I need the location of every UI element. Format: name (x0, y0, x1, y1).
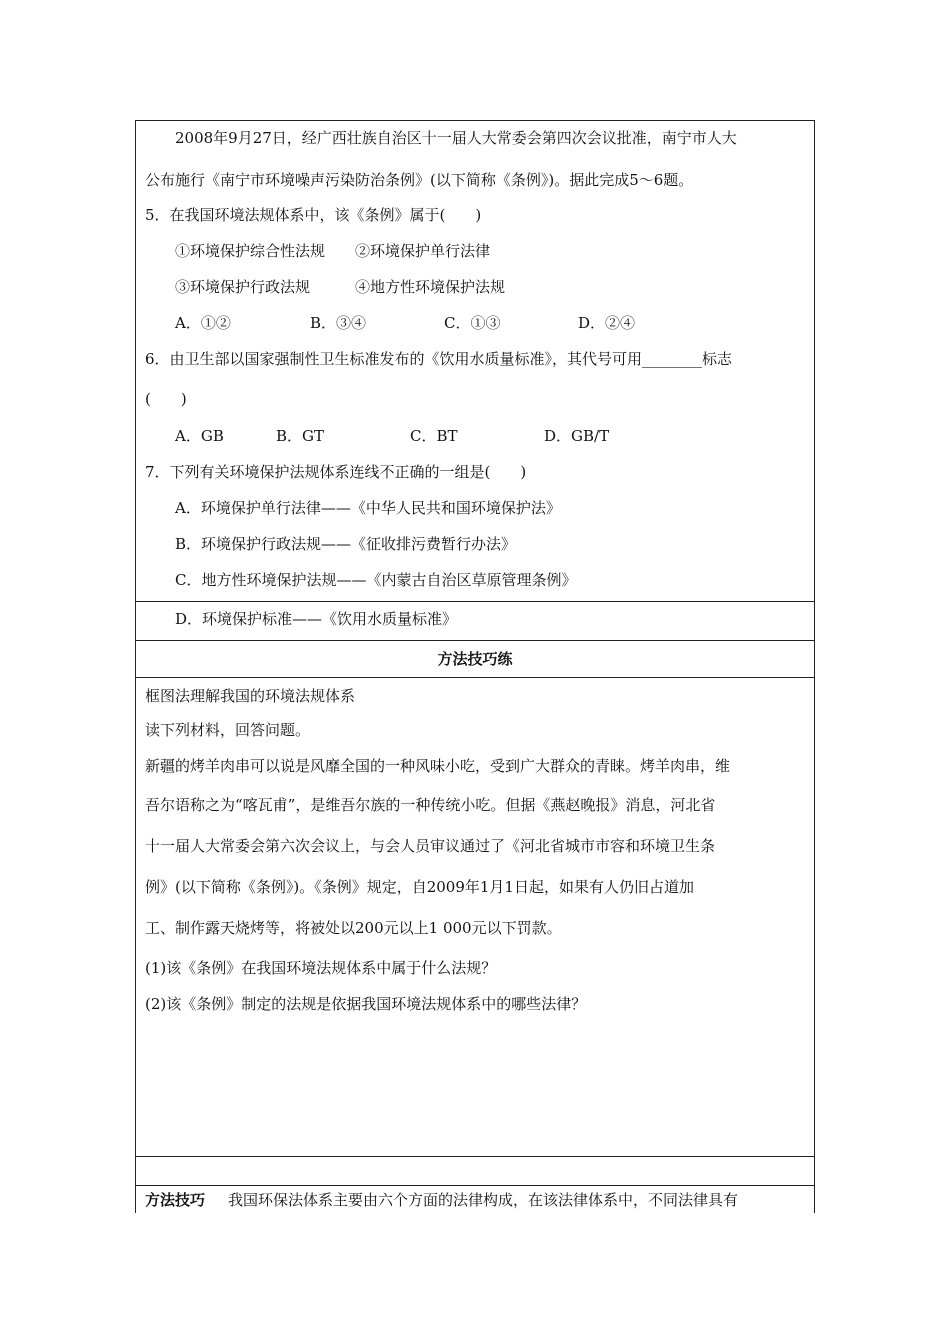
material-line-1: 新疆的烤羊肉串可以说是风靡全国的一种风味小吃，受到广大群众的青睐。烤羊肉串，维 (145, 757, 731, 775)
passage-line-2: 公布施行《南宁市环境噪声污染防治条例》(以下简称《条例》)。据此完成5～6题。 (145, 171, 694, 189)
section-question-2: (2)该《条例》制定的法规是依据我国环境法规体系中的哪些法律？ (145, 995, 587, 1013)
q7-option-a: A．环境保护单行法律——《中华人民共和国环境保护法》 (175, 499, 561, 517)
passage-line-1: 2008年9月27日，经广西壮族自治区十一届人大常委会第四次会议批准，南宁市人大 (175, 129, 737, 147)
section-topic: 框图法理解我国的环境法规体系 (145, 687, 356, 705)
material-line-3: 十一届人大常委会第六次会议上，与会人员审议通过了《河北省城市市容和环境卫生条 (145, 837, 716, 855)
material-line-5: 工、制作露天烧烤等，将被处以200元以上1 000元以下罚款。 (145, 919, 562, 937)
q5-choice-a: A．①② (175, 314, 231, 332)
q5-choice-d: D．②④ (578, 314, 636, 332)
q6-choice-c: C．BT (410, 427, 458, 445)
section-content-row (135, 677, 815, 1157)
q5-choice-b: B．③④ (310, 314, 367, 332)
q7-option-d: D．环境保护标准——《饮用水质量标准》 (175, 610, 458, 628)
q6-stem-continued: ( ) (145, 390, 187, 408)
tips-text: 我国环保法体系主要由六个方面的法律构成，在该法律体系中，不同法律具有 (228, 1191, 739, 1209)
q7-option-b: B．环境保护行政法规——《征收排污费暂行办法》 (175, 535, 517, 553)
q5-options-row-1: ①环境保护综合性法规 ②环境保护单行法律 (175, 242, 491, 260)
section-question-1: (1)该《条例》在我国环境法规体系中属于什么法规？ (145, 959, 497, 977)
q5-stem: 5．在我国环境法规体系中，该《条例》属于( ) (145, 206, 482, 224)
material-line-4: 例》(以下简称《条例》)。《条例》规定，自2009年1月1日起，如果有人仍旧占道加 (145, 878, 694, 896)
tips-label: 方法技巧 (145, 1191, 206, 1209)
section-heading: 方法技巧练 (437, 650, 513, 668)
q6-choice-a: A．GB (175, 427, 224, 445)
q6-choice-d: D．GB/T (544, 427, 610, 445)
material-line-2: 吾尔语称之为“喀瓦甫”，是维吾尔族的一种传统小吃。但据《燕赵晚报》消息，河北省 (145, 796, 716, 814)
q5-choice-c: C．①③ (444, 314, 501, 332)
q7-option-c: C．地方性环境保护法规——《内蒙古自治区草原管理条例》 (175, 571, 577, 589)
q5-options-row-2: ③环境保护行政法规 ④地方性环境保护法规 (175, 278, 506, 296)
q6-stem: 6．由卫生部以国家强制性卫生标准发布的《饮用水质量标准》，其代号可用________标志 (145, 350, 733, 368)
q6-choice-b: B．GT (276, 427, 325, 445)
q7-stem: 7．下列有关环境保护法规体系连线不正确的一组是( ) (145, 463, 527, 481)
section-instruction: 读下列材料，回答问题。 (145, 721, 311, 739)
empty-row (135, 1156, 815, 1186)
